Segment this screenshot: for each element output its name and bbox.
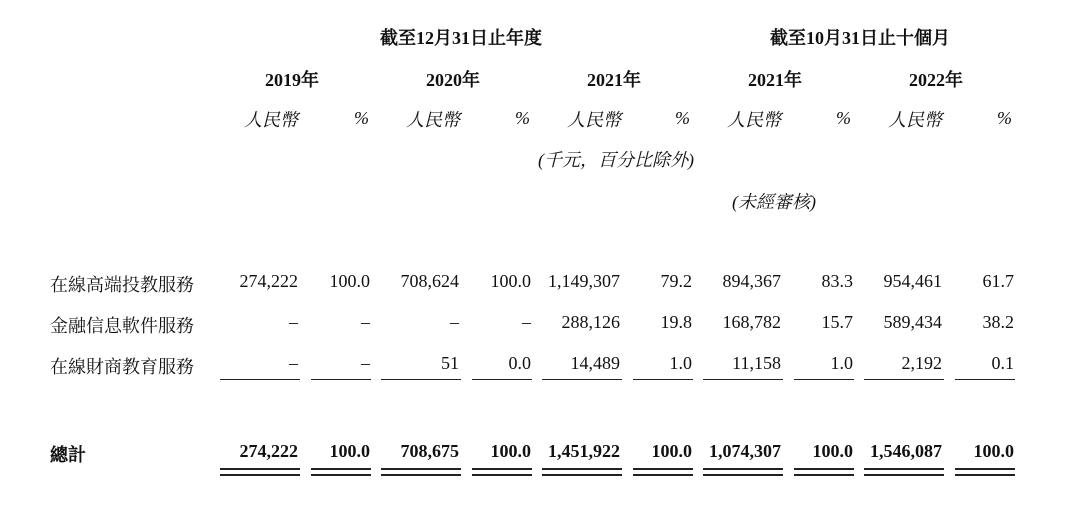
- total-double-rule: [220, 468, 300, 476]
- table-cell: 14,489: [570, 353, 620, 373]
- pct-label: %: [515, 108, 530, 128]
- subtotal-rule: [542, 379, 622, 380]
- year-header-2020: 2020年: [426, 70, 480, 90]
- table-cell: 15.7: [821, 312, 853, 332]
- table-cell: –: [361, 312, 370, 332]
- subtotal-rule: [311, 379, 371, 380]
- table-cell: 100.0: [490, 271, 531, 291]
- subtotal-rule: [633, 379, 693, 380]
- total-cell: 100.0: [329, 441, 370, 461]
- table-cell: 11,158: [732, 353, 781, 373]
- table-cell: 589,434: [883, 312, 942, 332]
- total-double-rule: [542, 468, 622, 476]
- total-double-rule: [703, 468, 783, 476]
- table-cell: –: [289, 312, 298, 332]
- year-header-2021-ten-months: 2021年: [748, 70, 802, 90]
- subtotal-rule: [472, 379, 532, 380]
- table-cell: 0.0: [508, 353, 531, 373]
- pct-label: %: [836, 108, 851, 128]
- subtotal-rule: [220, 379, 300, 380]
- subtotal-rule: [381, 379, 461, 380]
- row-label-online-investment-education: 在線高端投教服務: [50, 275, 194, 295]
- total-double-rule: [955, 468, 1015, 476]
- year-header-2022: 2022年: [909, 70, 963, 90]
- subtotal-rule: [794, 379, 854, 380]
- table-cell: 1.0: [830, 353, 853, 373]
- total-cell: 100.0: [651, 441, 692, 461]
- row-label-online-financial-literacy: 在線財商教育服務: [50, 357, 194, 377]
- total-double-rule: [633, 468, 693, 476]
- table-cell: 83.3: [821, 271, 853, 291]
- unit-label: 人民幣: [567, 110, 621, 130]
- unit-label: 人民幣: [406, 110, 460, 130]
- year-header-2021: 2021年: [587, 70, 641, 90]
- unit-label: 人民幣: [727, 110, 781, 130]
- total-cell: 274,222: [239, 441, 298, 461]
- table-cell: 0.1: [991, 353, 1014, 373]
- total-double-rule: [472, 468, 532, 476]
- subtotal-rule: [955, 379, 1015, 380]
- table-cell: 38.2: [982, 312, 1014, 332]
- table-cell: 708,624: [400, 271, 459, 291]
- note-thousands: (千元，百分比除外): [538, 150, 694, 170]
- table-cell: –: [522, 312, 531, 332]
- total-cell: 100.0: [973, 441, 1014, 461]
- total-cell: 1,546,087: [870, 441, 942, 461]
- table-cell: 1,149,307: [548, 271, 620, 291]
- subtotal-rule: [864, 379, 944, 380]
- table-cell: 2,192: [901, 353, 942, 373]
- unit-label: 人民幣: [244, 110, 298, 130]
- pct-label: %: [675, 108, 690, 128]
- table-cell: –: [450, 312, 459, 332]
- total-cell: 100.0: [490, 441, 531, 461]
- unit-label: 人民幣: [888, 110, 942, 130]
- total-double-rule: [864, 468, 944, 476]
- table-cell: 168,782: [722, 312, 781, 332]
- table-cell: 51: [441, 353, 459, 373]
- row-label-total: 總計: [50, 445, 86, 465]
- total-cell: 708,675: [400, 441, 459, 461]
- table-cell: 954,461: [883, 271, 942, 291]
- row-label-financial-software: 金融信息軟件服務: [50, 316, 194, 336]
- year-header-2019: 2019年: [265, 70, 319, 90]
- total-cell: 1,451,922: [548, 441, 620, 461]
- pct-label: %: [354, 108, 369, 128]
- table-cell: 19.8: [660, 312, 692, 332]
- table-cell: –: [361, 353, 370, 373]
- table-cell: 1.0: [669, 353, 692, 373]
- table-cell: 100.0: [329, 271, 370, 291]
- total-cell: 1,074,307: [709, 441, 781, 461]
- period-header-fy: 截至12月31日止年度: [380, 28, 542, 48]
- pct-label: %: [997, 108, 1012, 128]
- total-double-rule: [311, 468, 371, 476]
- total-double-rule: [381, 468, 461, 476]
- note-unaudited: (未經審核): [732, 192, 816, 212]
- table-cell: –: [289, 353, 298, 373]
- table-cell: 61.7: [982, 271, 1014, 291]
- total-cell: 100.0: [812, 441, 853, 461]
- table-cell: 79.2: [660, 271, 692, 291]
- table-cell: 894,367: [722, 271, 781, 291]
- table-cell: 274,222: [239, 271, 298, 291]
- subtotal-rule: [703, 379, 783, 380]
- table-cell: 288,126: [561, 312, 620, 332]
- total-double-rule: [794, 468, 854, 476]
- period-header-ten-months: 截至10月31日止十個月: [770, 28, 950, 48]
